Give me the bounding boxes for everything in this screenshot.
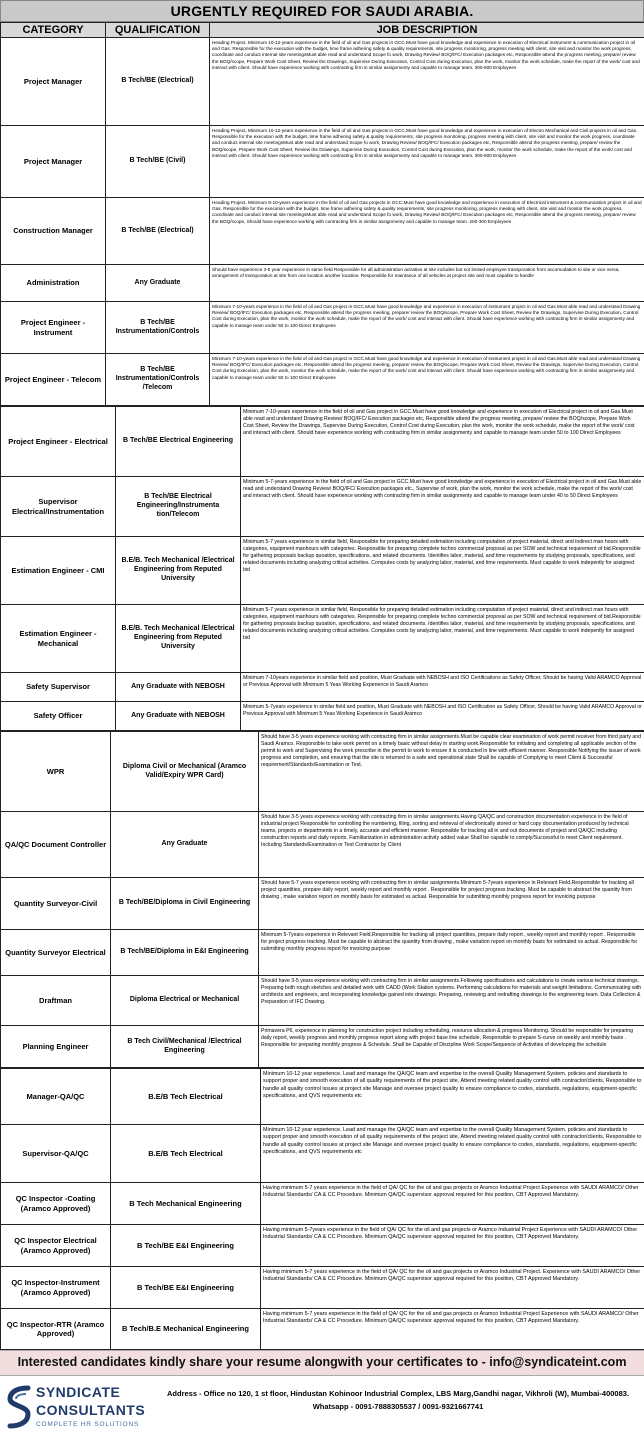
job-description: Minimum 7-10-years experience in the field of oil and Gas project in GCC.Must have good knowledge and experience in execution of instrument project in oil and Gas.Must able read and understand Drawing Review/ BOQ/IFC/ Execution packages etc, Responsible attend the progress meeting, prepare/ review the BOQ/scope, Prepare Work Cost Sheet, Review the Drawings, Supervise During Execution, Control Cost during Execution, plan the work, monitor the work schedule, make the report of the work/ cost and interact with client. Should have experience working with contracting firm in similar assignmenty and capable to manage team under 50 to 100 Direct Employees bbox=[210, 354, 644, 406]
job-qualification: Diploma Civil or Mechanical (Aramco Valid/Expiry WPR Card) bbox=[111, 732, 259, 812]
job-description: Having minimum 5-7 years experience in the field of QA/ QC for the oil and gas projects or Aramco Industrial Project Experience with SAUDI ARAMCO/ Other Industrial Standards/ CA & CC Procedure. Minimum QA/QC supervisor approval required for this position, CBT Approved Mandatory. bbox=[261, 1183, 644, 1225]
job-description: Should have 3-5 years experience working with contracting firm in similar assignments.Following specifications and calculations to create various technical drawings. Preparing both rough sketches and detailed work with CADD (Work Station systems. Performing calculations for materials and weight limitations. Communicating with architects and engineers, and incorporating knowledge gained into drawings. Preparing, reviewing and redrafting drawings to the engineering team. Data Collection & Preparation of IFC Drawing. bbox=[259, 976, 644, 1026]
job-description: Should have experience 3-5 year experience in same field Responsible for all administration activities at site includes but not limited employee transporation from accomodation to site or vice versa, arrangement of transporation at site from one location another location. Responsible for maintance of all vehicles at project site and must capable to handle bbox=[210, 265, 644, 302]
job-qualification: B Tech/BE (Electrical) bbox=[106, 38, 210, 126]
job-description: Minimum 5-7 years experience in similar field, Responsible for preparing detailed estimation including computation of project material, direct and indirect man hours with categories, equipment manhours with categories. Responsible for preparing complete techno commercial proposal as per SOW and technical requirement of bid.Responsible for gathering proposals backup quoation, specifications, and related documents. Identifies labor, material, and time requirements by studying proposals, specifications, and related documents including analyzing critical activities. Computes costs by analyzing labor, material, and time requirements. Must capable to work indepently for assigned bid bbox=[241, 605, 644, 673]
job-qualification: B Tech/BE Electrical Engineering bbox=[116, 407, 241, 477]
table-row bbox=[1, 38, 644, 126]
job-description: Minimum 10-12 year experience. Lead and manage the QA/QC team and expertise to the overall Quality Management System. policies and standards to support proper and smooth execution of all quality requirements of the project site, Attend meeting related quality control with contractor/clients, Responsible to handle all quality control issues at project site Manage and oversee project quality to ensure compliance to codes, standards, regulations, equipment-specific specifications, and QVS requirements etc bbox=[261, 1125, 644, 1183]
table-row bbox=[1, 354, 644, 406]
job-category: Draftman bbox=[1, 976, 111, 1026]
job-category: QC Inspector -Coating (Aramco Approved) bbox=[1, 1183, 111, 1225]
job-category: QA/QC Document Controller bbox=[1, 812, 111, 878]
job-description: Minimum 10-12 year experience. Lead and manage the QA/QC team and expertise to the overall Quality Management System. policies and standards to support proper and smooth execution of all quality requirements of the project site, Attend meeting related quality control with contractor/clients, Responsible to handle all quality control issues at project site Manage and oversee project quality to ensure compliance to codes, standards, regulations, equipment-specific specifications, and QVS requirements etc bbox=[261, 1069, 644, 1125]
job-qualification: B Tech/BE Electrical Engineering/Instrumenta tion/Telecom bbox=[116, 477, 241, 537]
job-qualification: Any Graduate bbox=[106, 265, 210, 302]
job-description: Minimum 5-7-years experience in the field of oil and Gas project in GCC.Must have good knowledge and experience in execution of Electrical project in oil and Gas.Must able read and understand Drawing Review/ BOQ/IFC/ Execution packages etc., Supervise of work, plan the work, monitor the work schedule, make the report of the work/ cost and interact with client. Should have experience working with contracting firm in similar assignmenty and capable to manage team under 40 to 50 Direct Employees bbox=[241, 477, 644, 537]
table-row bbox=[1, 930, 644, 976]
job-description: Having minimum 5-7 years experience in the field of QA/ QC for the oil and gas projects or Aramco Industrial Project. Experience with SAUDI ARAMCO/ Other Industrial Standards/ CA & CC Procedure. Minimum QA/QC supervisor approval required for this position, CBT Approved Mandatory. bbox=[261, 1267, 644, 1309]
table-row bbox=[1, 265, 644, 302]
job-description: Minimum 7-10-years experience in the field of oil and Gas project in GCC.Must have good knowledge and experience in execution of Electrical project in oil and Gas.Must able read and understand Drawing Review/ BOQ/IFC/ Execution packages etc, Responsible attend the progress meeting, prepare/ review the BOQ/scope, Prepare Work Cost Sheet, Review the Drawings, Supervise During Execution, Control Cost during Execution, plan the work, monitor the work schedule, make the report of the work/ cost and interact with client. Should have experience working with contracting firm in similar assignmenty and capable to manage team under 50 to 100 Direct Employees bbox=[241, 407, 644, 477]
job-description: Having minimum 5-7years experience in the field of QA/ QC for the oil and gas projects or Aramco Industrial Project Experience with SAUDI ARAMCO/ Other Industrial Standards/ CA & CC Procedure. Minimum QA/QC supervisor approval required for this position, CBT Approved Mandatory. bbox=[261, 1225, 644, 1267]
job-qualification: B Tech/B.E Mechanical Engineering bbox=[111, 1309, 261, 1350]
table-row bbox=[1, 732, 644, 812]
job-description: Heading Project, Minimum 10-12-years experience in the field of oil and Gas projects in GCC.Must have good knowledge and experience in execution of Electrical instrument & communication project in oil and Gas. Responsible for the execution with the budget, time frame adhering safety & quality requirements, site progress monitoring, progress meeting with client, site visit and monitor the work progress, coordinate and conduct internal site meetingsMust able read and understand Scope fo work, Drawing Review/ BOQ/IFC/ Execution packages etc, Responsible attend the progress meeting, prepare/ review the BOQ/scope, Prepare Work Cost Sheet, Review the Drawings, Supervise During Execution, Control Cost during Execution, plan the work, monitor the work schedule, make the report of the work/ cost and interact with client. Should have experience working with contracting firm in similar assignmenty and capable to manage team. 300-500 Employees bbox=[210, 38, 644, 126]
job-category: QC Inspector Electrical (Aramco Approved) bbox=[1, 1225, 111, 1267]
job-category: Safety Officer bbox=[1, 702, 116, 731]
column-header-qualification: QUALIFICATION bbox=[106, 23, 210, 38]
job-category: Project Engineer - Instrument bbox=[1, 302, 106, 354]
job-qualification: B Tech/BE Instrumentation/Controls bbox=[106, 302, 210, 354]
table-row bbox=[1, 1267, 644, 1309]
address-block bbox=[158, 1388, 638, 1414]
table-row bbox=[1, 812, 644, 878]
job-description: Minimum 5-7years experience in similar field and position, Must Graduate with NEBOSH and ISO Certification as Safety Officer, Should be having Valid ARAMCO Approval or Previous Approval with Minimum 5 Yeas Working Experience in Saudi Aramco bbox=[241, 702, 644, 731]
job-description: Having minimum 5-7 years experience in the field of QA/ QC for the oil and gas projects or Aramco Industrial Project Experience with SAUDI ARAMCO/ Other Industrial Standards/ CA & CC Procedure. Minimum QA/QC supervisor approval required for this position, CBT Approved Mandatory. bbox=[261, 1309, 644, 1350]
jobs-table-4 bbox=[0, 1068, 644, 1350]
job-qualification: Diploma Electrical or Mechanical bbox=[111, 976, 259, 1026]
job-description: Minimum 5-7 years experience in similar field, Responsible for preparing detailed estimation including computation of project material, direct and indirect man hours with categories, equipment manhours with categories. Responsible for preparing complete techno commercial proposal as per SOW and technical requirement of bid.Responsible for gathering proposals backup quoation, specifications, and related documents. Identifies labor, material, and time requirements by studying proposals, specifications, and related documents including analyzing critical activities. Computes costs by analyzing labor, material, and time requirements. Must capable to work indepently for assigned bid bbox=[241, 537, 644, 605]
logo-tagline: COMPLETE HR SOLUTIONS bbox=[36, 1421, 139, 1428]
job-qualification: B.E/B Tech Electrical bbox=[111, 1125, 261, 1183]
job-qualification: B Tech/BE (Civil) bbox=[106, 126, 210, 198]
company-logo bbox=[6, 1382, 146, 1438]
table-row bbox=[1, 302, 644, 354]
page-title: URGENTLY REQUIRED FOR SAUDI ARABIA. bbox=[0, 0, 644, 22]
job-category: Project Manager bbox=[1, 38, 106, 126]
job-description: Should have 3-5 years experience working with contracting firm in similar assignments.Must be capable clear examination of work permit receiver from third party and Saudi Aramco. Responsible to take work permit on a timely basic without delay in starting work.Responsible for initiating and completing all applicable section of the permit to work and Supervising the work prescribe in the permit to work to ensure it is conducted in line with efficient manner. Responsible Notifying the issuer of work progress and completion, and ensuring that the site is returned to a safe and operational state Shall be capable of Complying to meet Client & Successful requirement/Standards/Examination or Test. bbox=[259, 732, 644, 812]
table-row bbox=[1, 1026, 644, 1068]
job-description: Heading Project, Minimum 8-10-years experience in the field of oil and Gas projects in GCC.Must have good knowledge and experience in execution of Electrical instrument & communication project in oil and Gas. Responsible for the execution with the budget, time frame adhering safety & quality requirements, site progress monitoring, progress meeting with client, site visit and monitor the work progress, coordinate and conduct internal site meetingsMust able read and understand Scope fo work, Drawing Review/ BOQ/IFC/ Execution packages etc, Responsible attend the progress meeting, prepare/ review the BOQ/scope, Should have experience working with contracting firm in similar assignmenty and capable to manage team. 200-300 Employees bbox=[210, 198, 644, 265]
whatsapp-contact: Whatsapp - 0091-7888305537 / 0091-9321667741 bbox=[158, 1401, 638, 1414]
job-category: Planning Engineer bbox=[1, 1026, 111, 1068]
job-qualification: B Tech/BE E&I Engineering bbox=[111, 1225, 261, 1267]
job-category: Project Engineer - Telecom bbox=[1, 354, 106, 406]
table-row bbox=[1, 673, 644, 702]
table-row bbox=[1, 126, 644, 198]
table-row bbox=[1, 1069, 644, 1125]
job-qualification: B Tech/BE/Diploma in Civil Engineering bbox=[111, 878, 259, 930]
table-row bbox=[1, 1183, 644, 1225]
table-row bbox=[1, 198, 644, 265]
apply-call-to-action: Interested candidates kindly share your resume alongwith your certificates to - info@syndicateint.com bbox=[0, 1350, 644, 1376]
table-header-row bbox=[1, 23, 644, 38]
job-qualification: B Tech/BE/Diploma in E&I Engineering bbox=[111, 930, 259, 976]
job-qualification: Any Graduate with NEBOSH bbox=[116, 702, 241, 731]
job-category: Safety Supervisor bbox=[1, 673, 116, 702]
logo-line-1: SYNDICATE bbox=[36, 1384, 120, 1400]
job-description: Should have 5-7 years experience working with contracting firm in similar assignments.Minimum 5-7years experience in Relevant Field.Responsible for tracking all project quantities, prepare daily report, weekly report and monthly report . Responsible for project progress tracking. Must be capable to abstract the quantity from drawing , make variation report on monthly basis for estimated vs actual. Responsible for submitting monthly progress report for invoicing purpose bbox=[259, 878, 644, 930]
job-qualification: B Tech/BE Instrumentation/Controls /Telecom bbox=[106, 354, 210, 406]
job-category: QC Inspector-Instrument (Aramco Approved) bbox=[1, 1267, 111, 1309]
jobs-table-3 bbox=[0, 731, 644, 1068]
jobs-table-1 bbox=[0, 22, 644, 406]
job-qualification: B Tech Civil/Mechanical /Electrical Engineering bbox=[111, 1026, 259, 1068]
job-qualification: B Tech Mechanical Engineering bbox=[111, 1183, 261, 1225]
syndicate-logo-icon bbox=[6, 1384, 32, 1430]
job-category: Supervisor Electrical/Instrumentation bbox=[1, 477, 116, 537]
job-category: Estimation Engineer - Mechanical bbox=[1, 605, 116, 673]
table-row bbox=[1, 1225, 644, 1267]
job-category: Estimation Engineer - CMI bbox=[1, 537, 116, 605]
job-category: WPR bbox=[1, 732, 111, 812]
job-description: Primavera P6, experience in planning for construction project including scheduling, resource allocation & progress Monitoring. Should be responsible for preparing daily report, weekly progress and monthly progress report along with project base line schedule, Responsible to prepare S-curve on weekly and monthly basis . Responsible for preparing monthly progress & Schedule. Shall be Capable of Discipline Work Scope/Sequence of Activities of developing the schedule bbox=[259, 1026, 644, 1068]
job-qualification: B.E/B Tech Electrical bbox=[111, 1069, 261, 1125]
jobs-table-2 bbox=[0, 406, 644, 731]
job-description: Minimum 5-7years experience in Relevant Field.Responsible for tracking all project quantities, prepare daily report , weekly report and monthly report . Responsible for project progress tracking. Must be capable to abstract the quantity from drawing , make variation report on monthly basis for estimated vs actual. Responsible for submitting monthly progress report for invoicing purpose bbox=[259, 930, 644, 976]
job-category: Project Manager bbox=[1, 126, 106, 198]
job-qualification: B Tech/BE (Electrical) bbox=[106, 198, 210, 265]
column-header-category: CATEGORY bbox=[1, 23, 106, 38]
job-qualification: B.E/B. Tech Mechanical /Electrical Engineering from Reputed University bbox=[116, 605, 241, 673]
company-address: Address - Office no 120, 1 st floor, Hindustan Kohinoor Industrial Complex, LBS Marg,Gandhi nagar, Vikhroli (W), Mumbai-400083. bbox=[158, 1388, 638, 1401]
table-row bbox=[1, 878, 644, 930]
job-description: Minimum 7-10-years experience in the field of oil and Gas project in GCC.Must have good knowledge and experience in execution of instrument project in oil and Gas.Must able read and understand Drawing Review/ BOQ/IFC/ Execution packages etc, Responsible attend the progress meeting, prepare/ review the BOQ/scope, Prepare Work Cost Sheet, Review the Drawings, Supervise During Execution, Control Cost during Execution, plan the work, monitor the work schedule, make the report of the work/ cost and interact with client. Should have experience working with contracting firm in similar assignmenty and capable to manage team under 50 to 100 Direct Employees bbox=[210, 302, 644, 354]
table-row bbox=[1, 976, 644, 1026]
job-qualification: Any Graduate with NEBOSH bbox=[116, 673, 241, 702]
job-category: Project Engineer - Electrical bbox=[1, 407, 116, 477]
table-row bbox=[1, 537, 644, 605]
table-row bbox=[1, 1125, 644, 1183]
job-qualification: B.E/B. Tech Mechanical /Electrical Engineering from Reputed University bbox=[116, 537, 241, 605]
table-row bbox=[1, 477, 644, 537]
job-description: Minimum 7-10years experience in similar field and position, Must Graduate with NEBOSH and ISO Certifications as Safety Officer, Should be having Valid ARAMCO Approval or Previous Approval with Minimum 5 Yeas Working Experience in Saudi Aramco bbox=[241, 673, 644, 702]
table-row bbox=[1, 1309, 644, 1350]
company-footer bbox=[0, 1376, 644, 1444]
job-category: Manager-QA/QC bbox=[1, 1069, 111, 1125]
job-category: Construction Manager bbox=[1, 198, 106, 265]
job-qualification: B Tech/BE E&I Engineering bbox=[111, 1267, 261, 1309]
job-description: Heading Project, Minimum 10-12-years experience in the field of oil and Gas projects in GCC.Must have good knowledge and experience in execution of Electro Mechanical and Civil projects in oil and Gas. Responsible for the execution with the budget, time frame adhering safety & quality requirements, site progress monitoring, progress meeting with client, site visit and monitor the work progress, coordinate and conduct internal site meetingsMust able read and understand Scope fo work, Drawing Review/ BOQ/IFC/ Execution packages etc, Responsible attend the progress meeting, prepare/ review the BOQ/scope, Prepare Work Cost Sheet, Review the Drawings, Supervise During Execution, Control Cost during Execution, plan the work, monitor the work schedule, make the report of the work/ cost and interact with client. Should have experience working with contracting firm in similar assignmenty and capable to manage team. 300-500 Employees bbox=[210, 126, 644, 198]
column-header-job-description: JOB DESCRIPTION bbox=[210, 23, 644, 38]
job-qualification: Any Graduate bbox=[111, 812, 259, 878]
logo-line-2: CONSULTANTS bbox=[36, 1402, 145, 1418]
job-category: Supervisor-QA/QC bbox=[1, 1125, 111, 1183]
table-row bbox=[1, 407, 644, 477]
job-category: Quantity Surveyor-Civil bbox=[1, 878, 111, 930]
job-category: Administration bbox=[1, 265, 106, 302]
table-row bbox=[1, 605, 644, 673]
table-row bbox=[1, 702, 644, 731]
job-category: QC Inspector-RTR (Aramco Approved) bbox=[1, 1309, 111, 1350]
job-category: Quantity Surveyor Electrical bbox=[1, 930, 111, 976]
job-description: Should have 3-5 years experience working with contracting firm in similar assignments.Having QA/QC and construction documentation experience in the field of industrial project Responsible for controlling the numbering, filing, sorting and retrieval of electronically stored or hard copy documentation produced by technical teams, projects or departments in a timely, accurate and efficient manner. Responsible for tracking all in and out documents of project and QA/QC including construction reports and daily reports. Familiarization in administration activity added value Shall be capable to comply/Successful to meet Client requirement. Including Standards/Examination or Test Contractor by Client bbox=[259, 812, 644, 878]
